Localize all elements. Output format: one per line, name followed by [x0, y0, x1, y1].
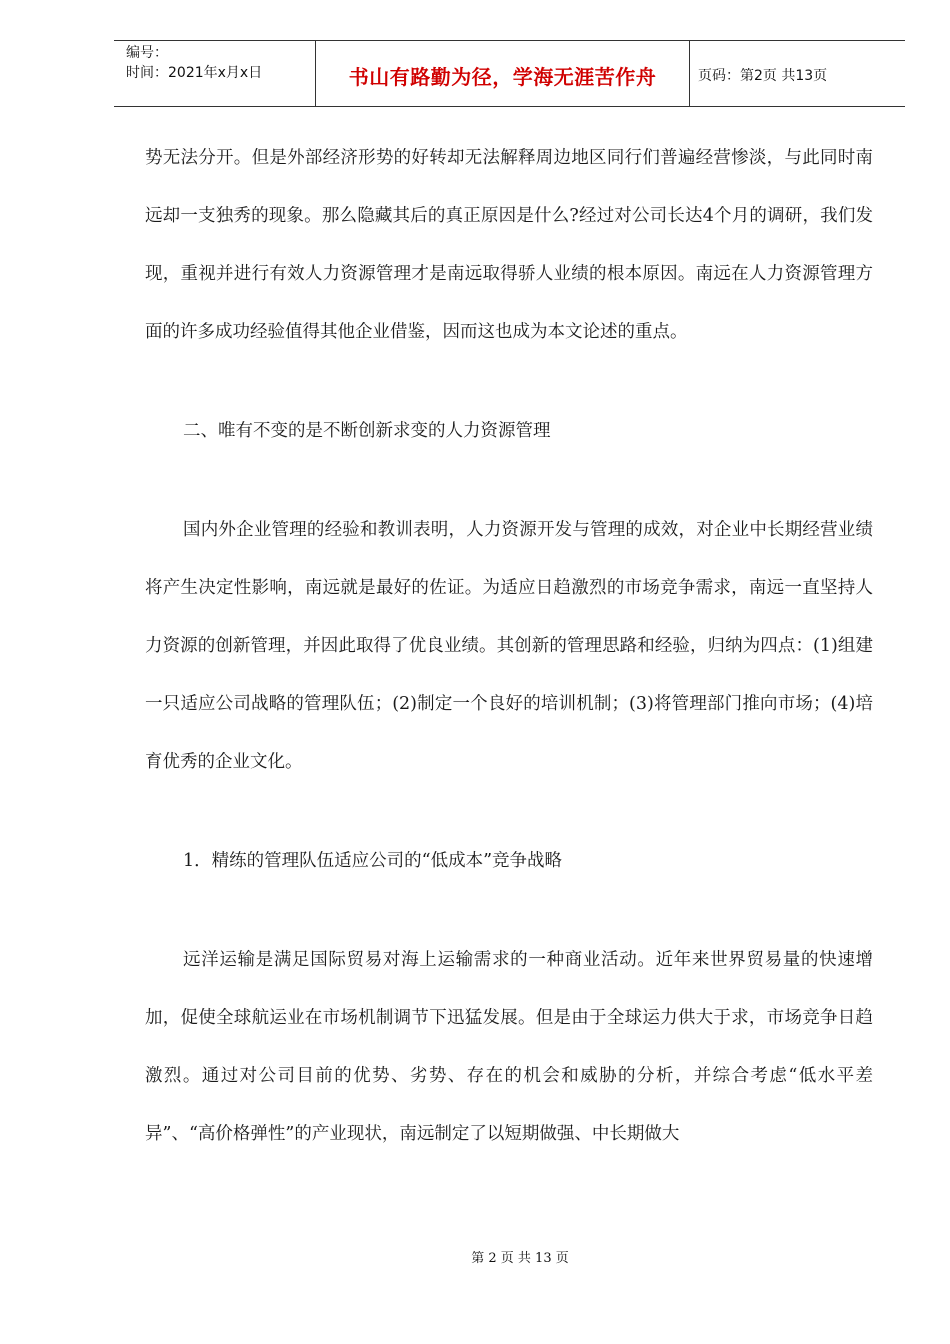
subsection-heading: 1．精练的管理队伍适应公司的“低成本”竞争战略: [183, 851, 563, 871]
header-page-info: 页码：第2页 共13页: [698, 68, 828, 84]
page-header: [114, 40, 905, 107]
header-motto: 书山有路勤为径，学海无涯苦作舟: [348, 65, 657, 89]
paragraph: 远洋运输是满足国际贸易对海上运输需求的一种商业活动。近年来世界贸易量的快速增加，促使全球航运业在市场机制调节下迅猛发展。但是由于全球运力供大于求，市场竞争日趋激烈。通过对公司目前的优势、劣势、存在的机会和威胁的分析，并综合考虑“低水平差异”、“高价格弹性”的产业现状，南远制定了以短期做强、中长期做大: [145, 950, 873, 1144]
number-label: 编号：: [126, 45, 168, 61]
page-footer: 第 2 页 共 13 页: [471, 1251, 569, 1266]
header-divider: [689, 41, 690, 107]
time-label: 时间：2021年x月x日: [126, 65, 263, 81]
header-meta: [126, 43, 262, 83]
document-body: [145, 129, 873, 1163]
paragraph: 国内外企业管理的经验和教训表明，人力资源开发与管理的成效，对企业中长期经营业绩将产生决定性影响，南远就是最好的佐证。为适应日趋激烈的市场竞争需求，南远一直坚持人力资源的创新管理，并因此取得了优良业绩。其创新的管理思路和经验，归纳为四点：(1)组建一只适应公司战略的管理队伍；(2)制定一个良好的培训机制；(3)将管理部门推向市场；(4)培育优秀的企业文化。: [145, 520, 873, 772]
section-heading: 二、唯有不变的是不断创新求变的人力资源管理: [183, 421, 551, 441]
paragraph: 势无法分开。但是外部经济形势的好转却无法解释周边地区同行们普遍经营惨淡，与此同时南远却一支独秀的现象。那么隐藏其后的真正原因是什么?经过对公司长达4个月的调研，我们发现，重视并进行有效人力资源管理才是南远取得骄人业绩的根本原因。南远在人力资源管理方面的许多成功经验值得其他企业借鉴，因而这也成为本文论述的重点。: [145, 148, 873, 342]
